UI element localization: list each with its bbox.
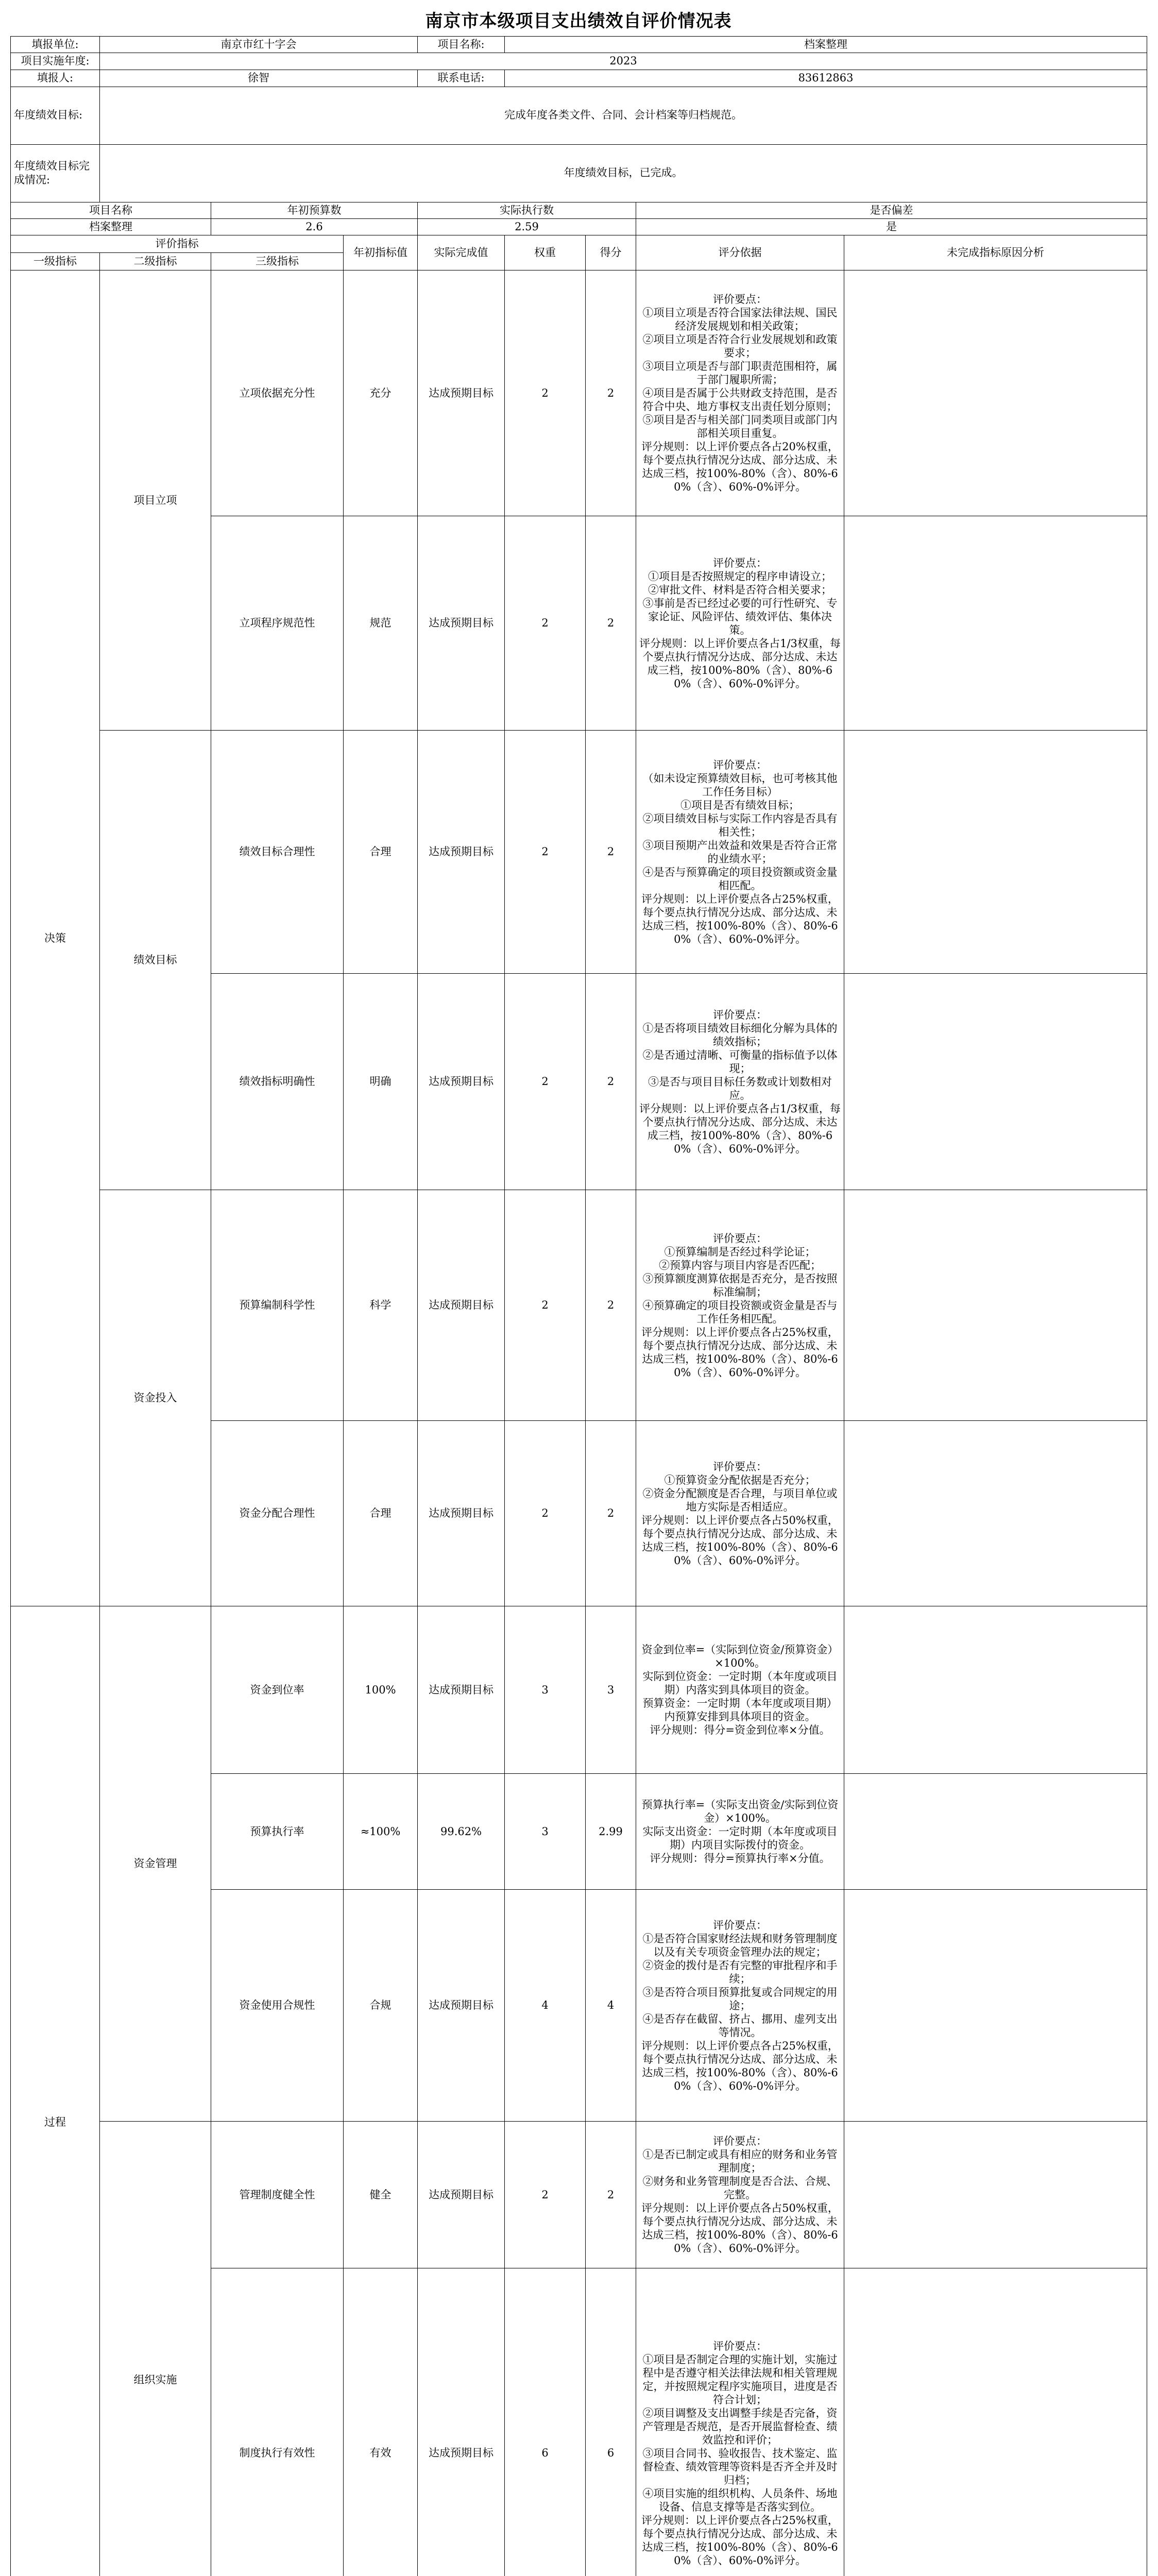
reason-cell — [844, 270, 1147, 516]
level3-cell: 管理制度健全性 — [211, 2122, 344, 2268]
weight-cell: 3 — [505, 1774, 586, 1890]
target-cell: 合规 — [344, 1890, 418, 2122]
actual-cell: 达成预期目标 — [418, 2268, 505, 2576]
level2-cell: 组织实施 — [100, 2122, 211, 2576]
info-row-goal-status — [11, 144, 1147, 202]
level1-cell: 决策 — [11, 270, 100, 1606]
level3-cell: 立项程序规范性 — [211, 516, 344, 731]
target-header: 年初指标值 — [344, 235, 418, 270]
basis-header: 评分依据 — [636, 235, 844, 270]
project-name-value: 档案整理 — [505, 37, 1147, 53]
reason-cell — [844, 516, 1147, 731]
weight-cell: 4 — [505, 1890, 586, 2122]
info-row-goal — [11, 87, 1147, 144]
score-cell: 4 — [586, 1890, 636, 2122]
weight-cell: 2 — [505, 1190, 586, 1421]
basis-cell: 评价要点： ①项目立项是否符合国家法律法规、国民经济发展规划和相关政策； ②项目立项是否符合行业发展规划和政策要求； ③项目立项是否与部门职责范围相符，属于部门履职所需； ④项目是否属于公共财政支持范围，是否符合中央、地方事权支出责任划分原则； ⑤项目是否与相关部门同类项目或部门内部相关项目重复。 评分规则：以上评价要点各占20%权重，每个要点执行情况分达成、部分达成、未达成三档，按100%-80%（含）、80%-60%（含）、60%-0%评分。 — [636, 270, 844, 516]
weight-cell: 2 — [505, 270, 586, 516]
reason-cell — [844, 2268, 1147, 2576]
actual-cell: 达成预期目标 — [418, 516, 505, 731]
basis-cell: 评价要点： ①是否将项目绩效目标细化分解为具体的绩效指标； ②是否通过清晰、可衡量的指标值予以体现； ③是否与项目目标任务数或计划数相对应。 评分规则：以上评价要点各占1/3权重，每个要点执行情况分达成、部分达成、未达成三档，按100%-80%（含）、80%-60%（含）、60%-0%评分。 — [636, 974, 844, 1190]
level3-header: 三级指标 — [211, 253, 344, 270]
level2-header: 二级指标 — [100, 253, 211, 270]
level3-cell: 资金使用合规性 — [211, 1890, 344, 2122]
goal-label: 年度绩效目标: — [11, 87, 100, 144]
actual-cell: 达成预期目标 — [418, 731, 505, 974]
info-row-unit — [11, 37, 1147, 53]
actual-cell: 达成预期目标 — [418, 1421, 505, 1606]
summary-header-deviation: 是否偏差 — [636, 202, 1147, 218]
summary-budget: 2.6 — [211, 218, 418, 235]
summary-value-row — [11, 218, 1147, 235]
actual-cell: 99.62% — [418, 1774, 505, 1890]
actual-cell: 达成预期目标 — [418, 1890, 505, 2122]
level2-cell: 项目立项 — [100, 270, 211, 731]
level3-cell: 立项依据充分性 — [211, 270, 344, 516]
target-cell: 规范 — [344, 516, 418, 731]
level1-header: 一级指标 — [11, 253, 100, 270]
indicators-header: 评价指标 — [11, 235, 344, 253]
unit-label: 填报单位: — [11, 37, 100, 53]
table-row — [11, 1190, 1147, 1421]
level2-cell: 资金投入 — [100, 1190, 211, 1606]
report-sheet — [10, 0, 1147, 2576]
preparer-value: 徐智 — [100, 70, 418, 87]
level2-cell: 绩效目标 — [100, 731, 211, 1190]
goal-value: 完成年度各类文件、合同、会计档案等归档规范。 — [100, 87, 1147, 144]
level2-cell: 资金管理 — [100, 1606, 211, 2122]
phone-label: 联系电话: — [418, 70, 505, 87]
target-cell: 100% — [344, 1606, 418, 1774]
year-value: 2023 — [100, 53, 1147, 70]
level3-cell: 预算执行率 — [211, 1774, 344, 1890]
basis-cell: 评价要点： ①预算资金分配依据是否充分； ②资金分配额度是否合理，与项目单位或地方实际是否相适应。 评分规则：以上评价要点各占50%权重，每个要点执行情况分达成、部分达成、未达成三档，按100%-80%（含）、80%-60%（含）、60%-0%评分。 — [636, 1421, 844, 1606]
preparer-label: 填报人: — [11, 70, 100, 87]
reason-cell — [844, 974, 1147, 1190]
phone-value: 83612863 — [505, 70, 1147, 87]
reason-cell — [844, 1190, 1147, 1421]
weight-cell: 3 — [505, 1606, 586, 1774]
target-cell: ≈100% — [344, 1774, 418, 1890]
reason-header: 未完成指标原因分析 — [844, 235, 1147, 270]
summary-header-project: 项目名称 — [11, 202, 211, 218]
page-title: 南京市本级项目支出绩效自评价情况表 — [425, 11, 732, 31]
level3-cell: 绩效目标合理性 — [211, 731, 344, 974]
level3-cell: 制度执行有效性 — [211, 2268, 344, 2576]
table-row — [11, 731, 1147, 974]
reason-cell — [844, 2122, 1147, 2268]
target-cell: 科学 — [344, 1190, 418, 1421]
score-cell: 2 — [586, 516, 636, 731]
project-name-label: 项目名称: — [418, 37, 505, 53]
evaluation-table — [10, 36, 1147, 2576]
score-cell: 2 — [586, 1190, 636, 1421]
basis-cell: 评价要点： ①项目是否按照规定的程序申请设立； ②审批文件、材料是否符合相关要求； ③事前是否已经过必要的可行性研究、专家论证、风险评估、绩效评估、集体决策。 评分规则：以上评价要点各占1/3权重，每个要点执行情况分达成、部分达成、未达成三档，按100%-80%（含）、80%-60%（含）、60%-0%评分。 — [636, 516, 844, 731]
header-row-1 — [11, 235, 1147, 253]
unit-value: 南京市红十字会 — [100, 37, 418, 53]
target-cell: 健全 — [344, 2122, 418, 2268]
target-cell: 充分 — [344, 270, 418, 516]
target-cell: 合理 — [344, 731, 418, 974]
score-cell: 2 — [586, 270, 636, 516]
reason-cell — [844, 1774, 1147, 1890]
basis-cell: 评价要点： （如未设定预算绩效目标，也可考核其他工作任务目标） ①项目是否有绩效目标； ②项目绩效目标与实际工作内容是否具有相关性； ③项目预期产出效益和效果是否符合正常的业绩水平； ④是否与预算确定的项目投资额或资金量相匹配。 评分规则：以上评价要点各占25%权重，每个要点执行情况分达成、部分达成、未达成三档，按100%-80%（含）、80%-60%（含）、60%-0%评分。 — [636, 731, 844, 974]
actual-header: 实际完成值 — [418, 235, 505, 270]
summary-executed: 2.59 — [418, 218, 636, 235]
reason-cell — [844, 1890, 1147, 2122]
level3-cell: 绩效指标明确性 — [211, 974, 344, 1190]
summary-deviation: 是 — [636, 218, 1147, 235]
weight-cell: 6 — [505, 2268, 586, 2576]
actual-cell: 达成预期目标 — [418, 1606, 505, 1774]
weight-header: 权重 — [505, 235, 586, 270]
basis-cell: 评价要点： ①项目是否制定合理的实施计划，实施过程中是否遵守相关法律法规和相关管理规定，并按照规定程序实施项目，进度是否符合计划； ②项目调整及支出调整手续是否完备，资产管理是否规范，是否开展监督检查、绩效监控和评价； ③项目合同书、验收报告、技术鉴定、监督检查、绩效管理等资料是否齐全并及时归档； ④项目实施的组织机构、人员条件、场地设备、信息支撑等是否落实到位。 评分规则：以上评价要点各占25%权重，每个要点执行情况分达成、部分达成、未达成三档，按100%-80%（含）、80%-60%（含）、60%-0%评分。 — [636, 2268, 844, 2576]
score-cell: 2 — [586, 731, 636, 974]
summary-header-row — [11, 202, 1147, 218]
score-cell: 2.99 — [586, 1774, 636, 1890]
info-row-preparer — [11, 70, 1147, 87]
score-cell: 2 — [586, 974, 636, 1190]
year-label: 项目实施年度: — [11, 53, 100, 70]
target-cell: 明确 — [344, 974, 418, 1190]
weight-cell: 2 — [505, 974, 586, 1190]
table-row — [11, 2122, 1147, 2268]
weight-cell: 2 — [505, 1421, 586, 1606]
summary-project: 档案整理 — [11, 218, 211, 235]
basis-cell: 资金到位率=（实际到位资金/预算资金）×100%。 实际到位资金：一定时期（本年度或项目期）内落实到具体项目的资金。 预算资金：一定时期（本年度或项目期）内预算安排到具体项目的资金。 评分规则：得分=资金到位率×分值。 — [636, 1606, 844, 1774]
weight-cell: 2 — [505, 516, 586, 731]
basis-cell: 预算执行率=（实际支出资金/实际到位资金）×100%。 实际支出资金：一定时期（本年度或项目期）内项目实际拨付的资金。 评分规则：得分=预算执行率×分值。 — [636, 1774, 844, 1890]
score-cell: 2 — [586, 2122, 636, 2268]
level3-cell: 预算编制科学性 — [211, 1190, 344, 1421]
actual-cell: 达成预期目标 — [418, 1190, 505, 1421]
actual-cell: 达成预期目标 — [418, 2122, 505, 2268]
target-cell: 有效 — [344, 2268, 418, 2576]
table-row — [11, 270, 1147, 516]
reason-cell — [844, 731, 1147, 974]
weight-cell: 2 — [505, 731, 586, 974]
reason-cell — [844, 1421, 1147, 1606]
weight-cell: 2 — [505, 2122, 586, 2268]
table-row — [11, 1606, 1147, 1774]
reason-cell — [844, 1606, 1147, 1774]
level1-cell: 过程 — [11, 1606, 100, 2576]
score-cell: 2 — [586, 1421, 636, 1606]
level3-cell: 资金分配合理性 — [211, 1421, 344, 1606]
basis-cell: 评价要点： ①预算编制是否经过科学论证； ②预算内容与项目内容是否匹配； ③预算额度测算依据是否充分，是否按照标准编制； ④预算确定的项目投资额或资金量是否与工作任务相匹配。 评分规则：以上评价要点各占25%权重，每个要点执行情况分达成、部分达成、未达成三档，按100%-80%（含）、80%-60%（含）、60%-0%评分。 — [636, 1190, 844, 1421]
actual-cell: 达成预期目标 — [418, 974, 505, 1190]
level3-cell: 资金到位率 — [211, 1606, 344, 1774]
basis-cell: 评价要点： ①是否已制定或具有相应的财务和业务管理制度； ②财务和业务管理制度是否合法、合规、完整。 评分规则：以上评价要点各占50%权重，每个要点执行情况分达成、部分达成、未达成三档，按100%-80%（含）、80%-60%（含）、60%-0%评分。 — [636, 2122, 844, 2268]
target-cell: 合理 — [344, 1421, 418, 1606]
summary-header-budget: 年初预算数 — [211, 202, 418, 218]
summary-header-executed: 实际执行数 — [418, 202, 636, 218]
info-row-year — [11, 53, 1147, 70]
score-header: 得分 — [586, 235, 636, 270]
goal-status-value: 年度绩效目标，已完成。 — [100, 144, 1147, 202]
score-cell: 3 — [586, 1606, 636, 1774]
actual-cell: 达成预期目标 — [418, 270, 505, 516]
score-cell: 6 — [586, 2268, 636, 2576]
basis-cell: 评价要点： ①是否符合国家财经法规和财务管理制度以及有关专项资金管理办法的规定； ②资金的拨付是否有完整的审批程序和手续； ③是否符合项目预算批复或合同规定的用途； ④是否存在截留、挤占、挪用、虚列支出等情况。 评分规则：以上评价要点各占25%权重，每个要点执行情况分达成、部分达成、未达成三档，按100%-80%（含）、80%-60%（含）、60%-0%评分。 — [636, 1890, 844, 2122]
goal-status-label: 年度绩效目标完成情况: — [11, 144, 100, 202]
